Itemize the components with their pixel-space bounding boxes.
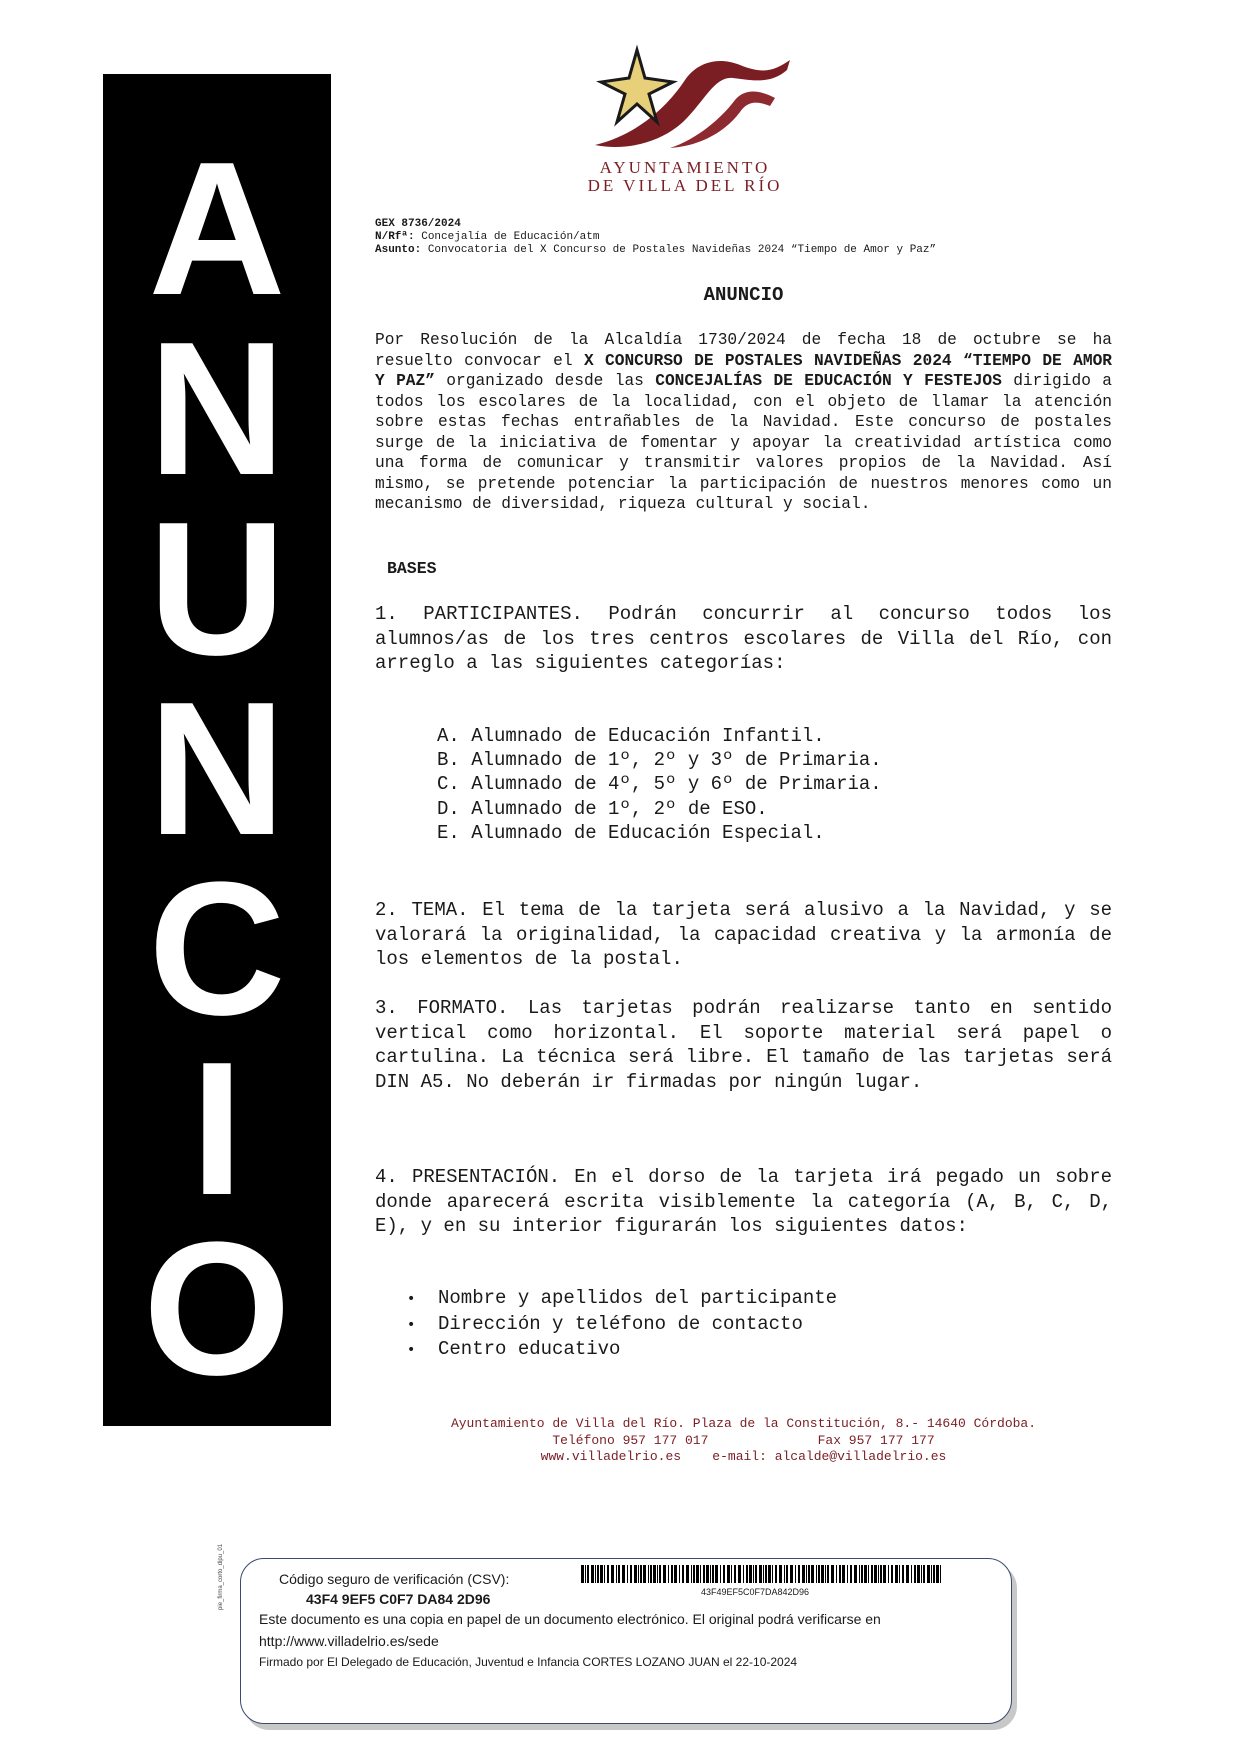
section-format: 3. FORMATO. Las tarjetas podrán realizarse tanto en sentido vertical como horizontal. El soporte material será papel o cartulina. La técnica será libre. El tamaño de las tarjetas será DIN A5. No deberán ir firmadas por ningún lugar. (375, 997, 1112, 1093)
intro-paragraph (375, 330, 1112, 515)
section-presentation: 4. PRESENTACIÓN. En el dorso de la tarjeta irá pegado un sobre donde aparecerá escrita visiblemente la categoría (A, B, C, D, E), y en su interior figurarán los siguientes datos: (375, 1166, 1112, 1237)
csv-verify-url[interactable]: http://www.villadelrio.es/sede (259, 1633, 439, 1649)
banner-letter-i: I (190, 1023, 244, 1235)
bullet-icon: • (407, 1291, 416, 1307)
document-metadata (375, 218, 936, 257)
subject-line (375, 244, 936, 257)
intro-part-3: dirigido a todos los escolares de la localidad, con el objeto de llamar la atención sobre estas fechas entrañables de la Navidad. Este concurso de postales surge de la iniciativa de fomentar y apoyar la creatividad artística como una forma de comunicar y transmitir valores propios de la Navidad. Así mismo, se pretende potenciar la participación de nuestros menores como un mecanismo de diversidad, riqueza cultural y social. (375, 372, 1112, 513)
banner-letter-n2: N (148, 663, 286, 875)
intro-part-2: organizado desde las (434, 372, 656, 390)
list-item-text: Dirección y teléfono de contacto (438, 1312, 803, 1335)
intro-part-1: Por Resolución de la Alcaldía 1730/2024 de fecha 18 de octubre se ha resuelto convocar el (375, 331, 1112, 370)
ref-value: Concejalía de Educación/atm (421, 231, 600, 243)
list-item-text: Nombre y apellidos del participante (438, 1287, 838, 1309)
list-item: C. Alumnado de 4º, 5º y 6º de Primaria. (437, 773, 882, 796)
csv-verification-box (240, 1558, 1012, 1724)
vertical-note: pie_firma_corto_dipu_01 (218, 1543, 224, 1610)
municipal-logo (575, 40, 795, 200)
list-item (407, 1286, 837, 1312)
intro-contest-name: X CONCURSO DE POSTALES NAVIDEÑAS 2024 “TIEMPO DE AMOR Y PAZ” (375, 351, 1112, 390)
list-item (407, 1312, 837, 1338)
csv-copy-notice: Este documento es una copia en papel de un documento electrónico. El original podrá verificarse en (259, 1611, 881, 1627)
footer-line-2: Teléfono 957 177 017 Fax 957 177 177 (552, 1432, 935, 1448)
side-banner (103, 74, 331, 1426)
page-title: ANUNCIO (703, 284, 784, 306)
data-items-list (407, 1286, 837, 1363)
bullet-icon: • (407, 1316, 416, 1333)
footer-address (375, 1416, 1112, 1466)
bullet-icon: • (407, 1342, 416, 1358)
section-theme: 2. TEMA. El tema de la tarjeta será alusivo a la Navidad, y se valorará la originalidad, la capacidad creativa y la armonía de los elementos de la postal. (375, 899, 1112, 970)
ref-line (375, 231, 936, 244)
footer-line-3: www.villadelrio.es e-mail: alcalde@villadelrio.es (540, 1449, 947, 1464)
csv-label: Código seguro de verificación (CSV): (279, 1571, 510, 1587)
section-participants: 1. PARTICIPANTES. Podrán concurrir al concurso todos los alumnos/as de los tres centros escolares de Villa del Río, con arreglo a las siguientes categorías: (375, 603, 1112, 674)
list-item: B. Alumnado de 1º, 2º y 3º de Primaria. (437, 749, 882, 772)
banner-letter-o: O (143, 1203, 291, 1415)
csv-code: 43F4 9EF5 C0F7 DA84 2D96 (306, 1591, 491, 1607)
barcode-text: 43F49EF5C0F7DA842D96 (701, 1587, 810, 1597)
list-item: E. Alumnado de Educación Especial. (437, 821, 825, 844)
banner-letter-a: A (148, 123, 286, 335)
list-item (407, 1337, 837, 1363)
gex-reference: GEX 8736/2024 (375, 218, 461, 230)
logo-line-1: AYUNTAMIENTO (599, 158, 771, 177)
bases-heading: BASES (387, 559, 437, 578)
csv-signature: Firmado por El Delegado de Educación, Juventud e Infancia CORTES LOZANO JUAN el 22-10-2024 (259, 1655, 798, 1669)
banner-letter-u: U (148, 483, 286, 695)
banner-letter-n: N (148, 303, 286, 515)
categories-list (437, 724, 882, 845)
list-item: A. Alumnado de Educación Infantil. (437, 725, 825, 747)
banner-letter-c: C (148, 843, 286, 1055)
list-item-text: Centro educativo (438, 1338, 621, 1360)
subject-label: Asunto: (375, 244, 422, 256)
star-emblem-icon (575, 40, 795, 158)
ref-label: N/Rfª: (375, 231, 415, 243)
list-item: D. Alumnado de 1º, 2º de ESO. (437, 797, 768, 820)
subject-value: Convocatoria del X Concurso de Postales Navideñas 2024 “Tiempo de Amor y Paz” (427, 244, 937, 256)
logo-line-2: DE VILLA DEL RÍO (587, 176, 783, 195)
footer-line-1: Ayuntamiento de Villa del Río. Plaza de la Constitución, 8.- 14640 Córdoba. (450, 1416, 1037, 1431)
intro-departments: CONCEJALÍAS DE EDUCACIÓN Y FESTEJOS (655, 372, 1002, 390)
barcode-icon (581, 1565, 943, 1583)
